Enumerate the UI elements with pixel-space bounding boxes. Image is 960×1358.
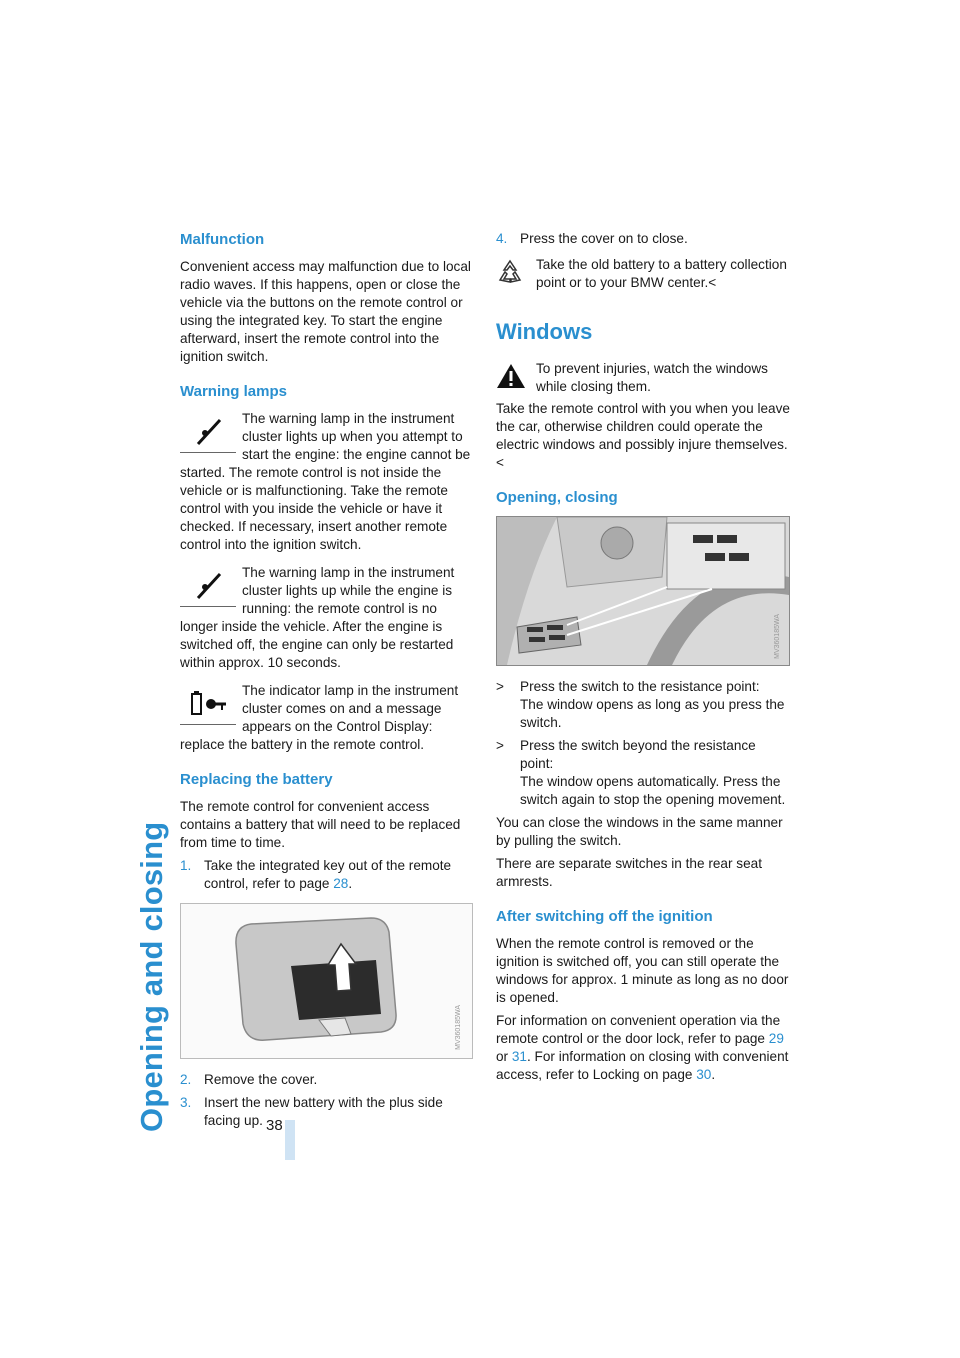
after-ignition-heading: After switching off the ignition <box>496 908 713 925</box>
step-text: Insert the new battery with the plus side facing up. <box>204 1095 443 1128</box>
windows-warning-rest: Take the remote control with you when you leave the car, otherwise children could operate the electric windows and possibly injure themselves. <box>496 401 790 452</box>
text-part: . For information on closing with convenient access, refer to Locking on page <box>496 1049 789 1082</box>
step-1-end: . <box>348 876 353 891</box>
recycle-icon <box>496 258 524 291</box>
windows-warning-first: To prevent injuries, watch the windows while closing them. <box>536 361 768 394</box>
warning-lamp-2 <box>180 564 473 672</box>
replacing-intro: The remote control for convenient access contains a battery that will need to be replaced from time to time. <box>180 799 461 850</box>
step-2 <box>180 1071 473 1089</box>
page-number: 38 <box>266 1117 283 1134</box>
figure-code: MV360185WA <box>774 614 781 659</box>
warning-lamp-1-text: The warning lamp in the instrument cluster lights up when you attempt to start the engine: the engine cannot be started. The remote control is not inside the vehicle or is malfunctioning. Take the remote control with you inside the vehicle or have it checked. If necessary, insert another remote control into the ignition switch. <box>180 411 471 552</box>
page-link-29[interactable]: 29 <box>768 1031 784 1046</box>
text-part: . <box>711 1067 716 1082</box>
step-number: 2. <box>180 1072 192 1087</box>
step-number: 1. <box>180 858 192 873</box>
bullet-1-line1: Press the switch to the resistance point: <box>520 679 760 694</box>
indicator-lamp-3-text: The indicator lamp in the instrument cluster comes on and a message appears on the Control Display: replace the battery in the remote control. <box>180 683 459 752</box>
step-text <box>204 857 473 893</box>
step-text: Press the cover on to close. <box>520 231 688 246</box>
close-text: You can close the windows in the same manner by pulling the switch. <box>496 815 783 848</box>
warning-lamps-heading: Warning lamps <box>180 383 287 400</box>
text-part: For information on convenient operation via the remote control or the door lock, refer to page <box>496 1013 781 1046</box>
windows-heading: Windows <box>496 319 593 344</box>
warning-triangle-icon <box>496 362 526 395</box>
left-column <box>180 230 473 1135</box>
rear-switches-text: There are separate switches in the rear seat armrests. <box>496 856 762 889</box>
bullet-1 <box>496 678 790 732</box>
key-warning-icon <box>180 412 236 453</box>
malfunction-heading: Malfunction <box>180 231 265 248</box>
warning-lamp-2-text: The warning lamp in the instrument cluster lights up while the engine is running: the remote control is no longer inside the vehicle. After the engine is switched off, the engine can only be restarted within approx. 10 seconds. <box>180 565 455 670</box>
remote-control-illustration <box>180 903 473 1059</box>
page-link-31[interactable]: 31 <box>511 1049 527 1064</box>
page-link-28[interactable]: 28 <box>333 876 349 891</box>
end-mark: < <box>496 455 504 470</box>
key-battery-icon <box>180 684 236 725</box>
step-text: Remove the cover. <box>204 1072 318 1087</box>
text-part: or <box>496 1049 512 1064</box>
recycle-note <box>496 256 790 296</box>
remote-key-drawing <box>181 904 472 1058</box>
indicator-lamp-3 <box>180 682 473 754</box>
opening-closing-heading: Opening, closing <box>496 489 618 506</box>
figure-code: MV360185WA <box>455 1005 462 1050</box>
step-3 <box>180 1094 473 1130</box>
key-warning-icon <box>180 566 236 607</box>
step-number: 3. <box>180 1095 192 1110</box>
bullet-2 <box>496 737 790 809</box>
recycle-note-text: Take the old battery to a battery collection point or to your BMW center. <box>536 257 787 290</box>
chapter-side-title <box>124 232 169 1132</box>
bullet-1-line2: The window opens as long as you press the switch. <box>520 697 785 730</box>
malfunction-text: Convenient access may malfunction due to local radio waves. If this happens, open or close the vehicle via the buttons on the remote control or using the integrated key. To start the engine afterward, insert the remote control into the ignition switch. <box>180 259 471 364</box>
replacing-battery-heading: Replacing the battery <box>180 771 333 788</box>
step-1 <box>180 857 473 893</box>
dashboard-drawing <box>497 517 789 665</box>
convenient-operation-text <box>496 1012 790 1084</box>
bullet-2-line1: Press the switch beyond the resistance point: <box>520 738 756 771</box>
end-mark: < <box>708 275 717 290</box>
page-link-30[interactable]: 30 <box>696 1067 712 1082</box>
right-column <box>496 230 790 1089</box>
step-4 <box>496 230 790 248</box>
windows-warning <box>496 360 790 400</box>
window-switch-illustration <box>496 516 790 666</box>
chapter-title-text: Opening and closing <box>134 821 169 1132</box>
step-1-text: Take the integrated key out of the remote control, refer to page <box>204 858 452 891</box>
bullet-mark: > <box>496 679 504 694</box>
warning-lamp-1 <box>180 410 473 554</box>
bullet-2-line2: The window opens automatically. Press the switch again to stop the opening movement. <box>520 774 786 807</box>
bullet-mark: > <box>496 738 504 753</box>
step-number: 4. <box>496 231 508 246</box>
after-ignition-text: When the remote control is removed or the ignition is switched off, you can still operate the windows for approx. 1 minute as long as no door is opened. <box>496 936 789 1005</box>
